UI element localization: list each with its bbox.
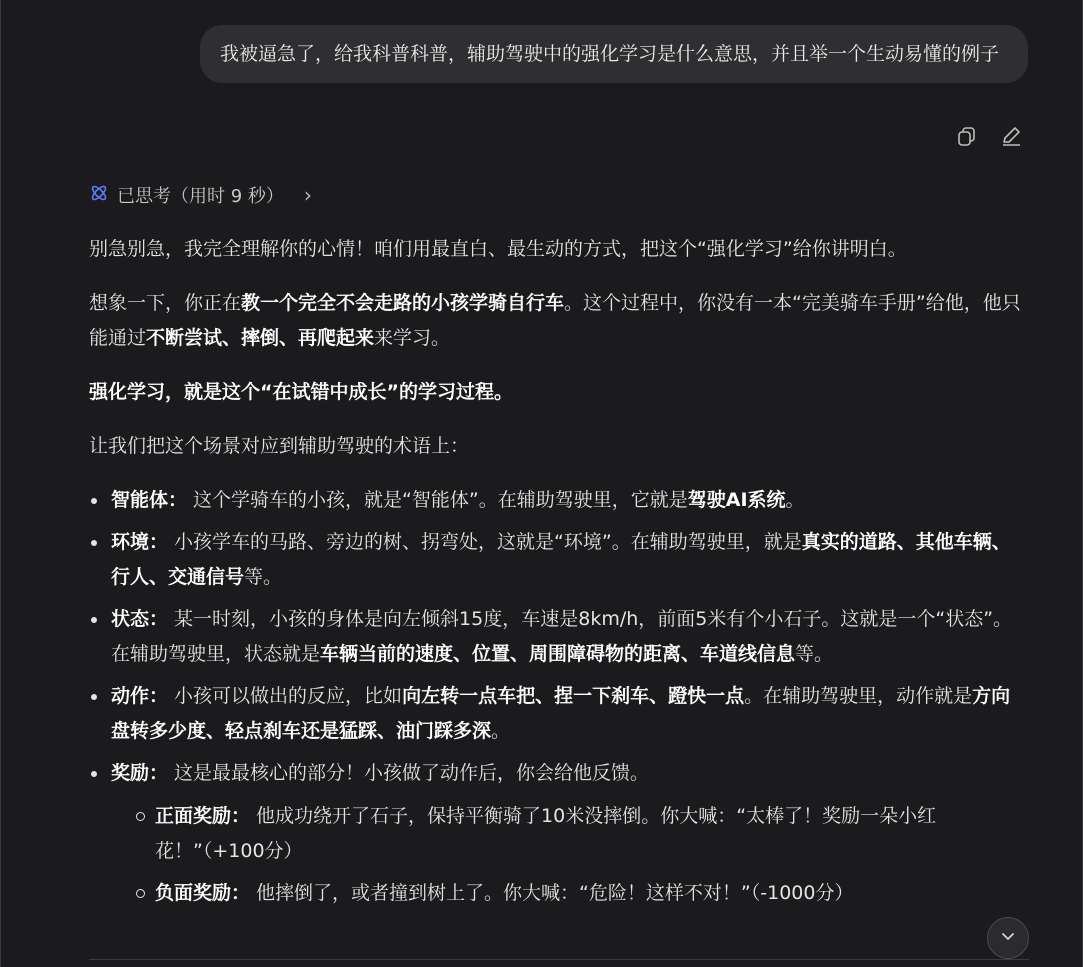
user-message-bubble	[200, 25, 1028, 83]
p2-bold-2: 不断尝试、摔倒、再爬起来	[146, 327, 375, 349]
p2-text-2: 。这个过程中，你没有一本“完美骑车手册”给他，他只能通过	[89, 292, 1021, 349]
answer-paragraph-1: 别急别急，我完全理解你的心情！咱们用最直白、最生动的方式，把这个“强化学习”给你讲明白。	[89, 238, 907, 260]
term-bold: 驾驶AI系统	[687, 489, 786, 511]
sub-term-text: 他成功绕开了石子，保持平衡骑了10米没摔倒。你大喊：“太棒了！奖励一朵小红花！”（+100分）	[155, 805, 937, 862]
thought-toggle[interactable]	[89, 182, 312, 208]
term-text: 小孩可以做出的反应，比如	[168, 685, 403, 707]
edit-icon[interactable]	[997, 122, 1025, 150]
list-item	[89, 602, 1029, 672]
window-border-left	[0, 0, 1, 967]
list-item	[89, 525, 1029, 595]
chevron-right-icon: ›	[303, 183, 312, 207]
term-label: 环境：	[111, 531, 169, 553]
term-text: 这是最最核心的部分！小孩做了动作后，你会给他反馈。	[168, 762, 650, 784]
atom-icon	[89, 183, 109, 208]
term-text: 这个学骑车的小孩，就是“智能体”。在辅助驾驶里，它就是	[187, 489, 688, 511]
list-item	[89, 483, 1029, 518]
term-text: 小孩学车的马路、旁边的树、拐弯处，这就是“环境”。在辅助驾驶里，就是	[168, 531, 802, 553]
assistant-answer	[89, 232, 1029, 918]
p2-text-3: 来学习。	[374, 327, 451, 349]
term-label: 动作：	[111, 685, 169, 707]
term-bold: 方向盘转多少度、轻点刹车还是猛踩、油门踩多深	[111, 685, 1011, 742]
user-message-text: 我被逼急了，给我科普科普，辅助驾驶中的强化学习是什么意思，并且举一个生动易懂的例子	[220, 43, 1000, 65]
term-text: 等。	[244, 566, 283, 588]
term-text: 。	[491, 720, 511, 742]
term-text: 某一时刻，小孩的身体是向左倾斜15度，车速是8km/h，前面5米有个小石子。这就是一个“状态”。在辅助驾驶里，状态就是	[111, 608, 1013, 665]
term-text: 等。	[795, 643, 834, 665]
answer-paragraph-2	[89, 286, 1029, 356]
term-label: 状态：	[111, 608, 169, 630]
term-label: 奖励：	[111, 762, 169, 784]
answer-paragraph-3	[89, 375, 1029, 410]
chevron-down-icon	[1000, 928, 1016, 948]
term-text: 。	[785, 489, 805, 511]
thought-label: 已思考（用时 9 秒）	[117, 186, 284, 207]
answer-paragraph-4: 让我们把这个场景对应到辅助驾驶的术语上：	[89, 435, 470, 457]
terms-list	[89, 483, 1029, 911]
term-text: 。在辅助驾驶里，动作就是	[744, 685, 973, 707]
p2-text-1: 想象一下，你正在	[89, 292, 242, 314]
sub-term-text: 他摔倒了，或者撞到树上了。你大喊：“危险！这样不对！”（-1000分）	[250, 882, 854, 904]
p3-bold: 强化学习，就是这个“在试错中成长”的学习过程。	[89, 381, 513, 403]
p2-bold-1: 教一个完全不会走路的小孩学骑自行车	[241, 292, 565, 314]
composer-divider	[89, 959, 1029, 960]
sub-list-item	[111, 799, 1029, 869]
sub-term-label: 正面奖励：	[155, 805, 251, 827]
reward-sublist	[111, 799, 1029, 911]
list-item	[89, 756, 1029, 911]
term-bold: 车辆当前的速度、位置、周围障碍物的距离、车道线信息	[320, 643, 796, 665]
sub-term-label: 负面奖励：	[155, 882, 251, 904]
scroll-to-bottom-button[interactable]	[987, 917, 1029, 959]
term-label: 智能体：	[111, 489, 188, 511]
sub-list-item	[111, 876, 1029, 911]
term-bold: 向左转一点车把、捏一下刹车、蹬快一点	[402, 685, 745, 707]
term-bold: 真实的道路、其他车辆、行人、交通信号	[111, 531, 1011, 588]
list-item	[89, 679, 1029, 749]
copy-icon[interactable]	[953, 122, 981, 150]
message-actions	[953, 122, 1025, 150]
